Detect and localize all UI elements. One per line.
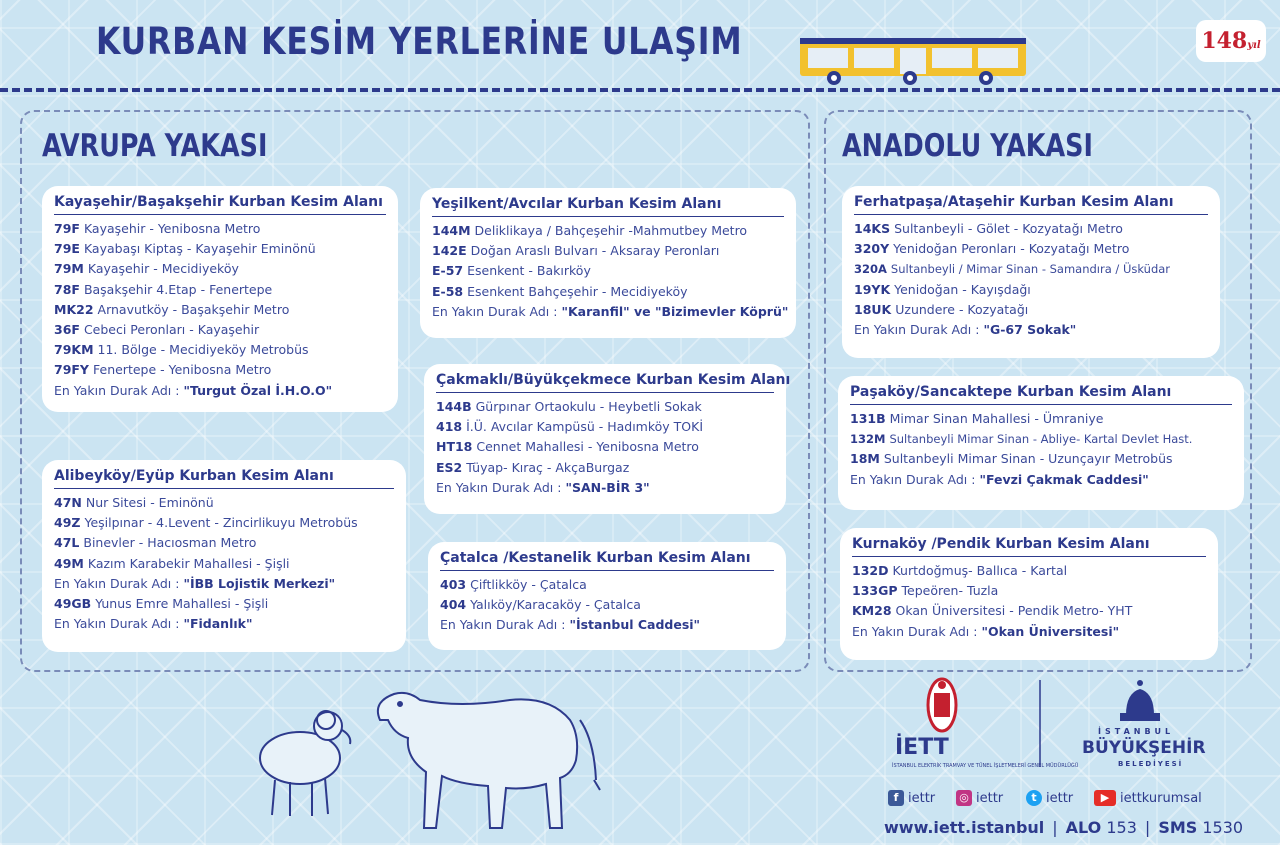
nearest-stop: En Yakın Durak Adı : "Fevzi Çakmak Caddesi" (850, 471, 1149, 487)
ibb-logo-text3: BELEDİYESİ (1118, 760, 1184, 768)
card-heading: Çatalca /Kestanelik Kurban Kesim Alanı (440, 550, 774, 571)
list-item: ES2 Tüyap- Kıraç - AkçaBurgaz (436, 459, 630, 475)
card-heading: Kayaşehir/Başakşehir Kurban Kesim Alanı (54, 194, 386, 215)
list-item: 418 İ.Ü. Avcılar Kampüsü - Hadımköy TOKİ (436, 419, 704, 435)
card-kurnakoy (840, 528, 1218, 660)
header-divider (0, 88, 1280, 92)
list-item: 14KS Sultanbeyli - Gölet - Kozyatağı Metro (854, 221, 1123, 236)
nearest-stop: En Yakın Durak Adı : "SAN-BİR 3" (436, 479, 650, 495)
card-yesilkent (420, 188, 796, 338)
list-item: 49M Kazım Karabekir Mahallesi - Şişli (54, 555, 290, 571)
list-item: 320A Sultanbeyli / Mimar Sinan - Samandıra / Üsküdar (854, 262, 1171, 277)
list-item: 49GB Yunus Emre Mahallesi - Şişli (54, 596, 269, 612)
list-item: 132D Kurtdoğmuş- Ballıca - Kartal (852, 563, 1068, 578)
instagram-icon: ◎ (956, 790, 972, 806)
nearest-stop: En Yakın Durak Adı : "Turgut Özal İ.H.O.O" (54, 382, 333, 398)
list-item: 79M Kayaşehir - Mecidiyeköy (54, 261, 239, 277)
card-ferhatpasa (842, 186, 1220, 358)
list-item: 403 Çiftlikköy - Çatalca (440, 577, 587, 592)
sheep-icon (260, 711, 350, 816)
card-alibeykoy (42, 460, 406, 652)
list-item: 47N Nur Sitesi - Eminönü (54, 495, 214, 510)
list-item: HT18 Cennet Mahallesi - Yenibosna Metro (436, 439, 699, 455)
list-item: E-57 Esenkent - Bakırköy (432, 263, 591, 279)
social-facebook[interactable]: f iettr (888, 790, 935, 806)
list-item: E-58 Esenkent Bahçeşehir - Mecidiyeköy (432, 283, 688, 299)
card-heading: Çakmaklı/Büyükçekmece Kurban Kesim Alanı (436, 372, 774, 393)
nearest-stop: En Yakın Durak Adı : "Okan Üniversitesi" (852, 623, 1120, 639)
card-cakmakli (424, 364, 791, 514)
ibb-logo-text2: BÜYÜKŞEHİR (1082, 738, 1206, 758)
card-catalca (428, 542, 786, 650)
card-heading: Alibeyköy/Eyüp Kurban Kesim Alanı (54, 468, 394, 489)
social-twitter[interactable]: t iettr (1026, 790, 1073, 806)
card-kayasehir (42, 186, 398, 412)
website-link[interactable]: www.iett.istanbul (884, 818, 1045, 837)
list-item: 320Y Yenidoğan Peronları - Kozyatağı Metro (854, 241, 1130, 257)
nearest-stop: En Yakın Durak Adı : "Karanfil" ve "Bizimevler Köprü" (432, 303, 789, 319)
list-item: 78F Başakşehir 4.Etap - Fenertepe (54, 281, 273, 297)
list-item: 404 Yalıköy/Karacaköy - Çatalca (440, 597, 641, 613)
animals-illustration (250, 680, 610, 840)
list-item: 142E Doğan Araslı Bulvarı - Aksaray Peronları (432, 243, 720, 259)
list-item: 19YK Yenidoğan - Kayışdağı (854, 281, 1031, 297)
europe-title: AVRUPA YAKASI (42, 128, 268, 164)
asia-title: ANADOLU YAKASI (842, 128, 1093, 164)
list-item: 133GP Tepeören- Tuzla (852, 583, 999, 599)
list-item: MK22 Arnavutköy - Başakşehir Metro (54, 301, 290, 317)
list-item: 49Z Yeşilpınar - 4.Levent - Zincirlikuyu Metrobüs (54, 515, 358, 531)
page-title: KURBAN KESİM YERLERİNE ULAŞIM (96, 20, 743, 63)
cow-icon (378, 693, 600, 828)
list-item: 144B Gürpınar Ortaokulu - Heybetli Sokak (436, 399, 702, 414)
iett-logo-text: İETT (895, 735, 949, 760)
list-item: 18M Sultanbeyli Mimar Sinan - Uzunçayır Metrobüs (850, 451, 1173, 467)
list-item: 79F Kayaşehir - Yenibosna Metro (54, 221, 261, 236)
list-item: 132M Sultanbeyli Mimar Sinan - Abliye- Kartal Devlet Hast. (850, 432, 1193, 447)
ibb-logo (1120, 680, 1160, 721)
social-youtube[interactable]: ▶ iettkurumsal (1094, 790, 1202, 806)
nearest-stop: En Yakın Durak Adı : "G-67 Sokak" (854, 322, 1077, 338)
card-heading: Ferhatpaşa/Ataşehir Kurban Kesim Alanı (854, 194, 1208, 215)
nearest-stop: En Yakın Durak Adı : "İBB Lojistik Merkezi" (54, 575, 336, 591)
list-item: 144M Deliklikaya / Bahçeşehir -Mahmutbey Metro (432, 223, 748, 238)
anniversary-badge: 148yıl (1196, 20, 1266, 62)
list-item: 18UK Uzundere - Kozyatağı (854, 301, 1029, 317)
facebook-icon: f (888, 790, 904, 806)
nearest-stop: En Yakın Durak Adı : "İstanbul Caddesi" (440, 617, 701, 633)
card-heading: Kurnaköy /Pendik Kurban Kesim Alanı (852, 536, 1206, 557)
footer-contact: www.iett.istanbul | ALO 153 | SMS 1530 (884, 818, 1244, 837)
iett-logo-subtitle: İSTANBUL ELEKTRİK TRAMVAY VE TÜNEL İŞLETMELERİ GENEL MÜDÜRLÜĞÜ (892, 763, 1079, 769)
nearest-stop: En Yakın Durak Adı : "Fidanlık" (54, 616, 253, 632)
youtube-icon: ▶ (1094, 790, 1116, 806)
list-item: 79FY Fenertepe - Yenibosna Metro (54, 362, 272, 378)
list-item: 79KM 11. Bölge - Mecidiyeköy Metrobüs (54, 342, 309, 358)
list-item: 36F Cebeci Peronları - Kayaşehir (54, 322, 260, 338)
card-heading: Yeşilkent/Avcılar Kurban Kesim Alanı (432, 196, 784, 217)
bus-icon (800, 36, 1028, 86)
card-pasakoy (838, 376, 1244, 510)
list-item: 79E Kayabaşı Kiptaş - Kayaşehir Eminönü (54, 241, 316, 257)
card-heading: Paşaköy/Sancaktepe Kurban Kesim Alanı (850, 384, 1232, 405)
iett-logo (928, 679, 956, 731)
list-item: KM28 Okan Üniversitesi - Pendik Metro- YHT (852, 603, 1133, 619)
twitter-icon: t (1026, 790, 1042, 806)
ibb-logo-text1: İSTANBUL (1098, 727, 1175, 736)
list-item: 131B Mimar Sinan Mahallesi - Ümraniye (850, 411, 1104, 426)
list-item: 47L Binevler - Hacıosman Metro (54, 535, 257, 551)
social-instagram[interactable]: ◎ iettr (956, 790, 1003, 806)
